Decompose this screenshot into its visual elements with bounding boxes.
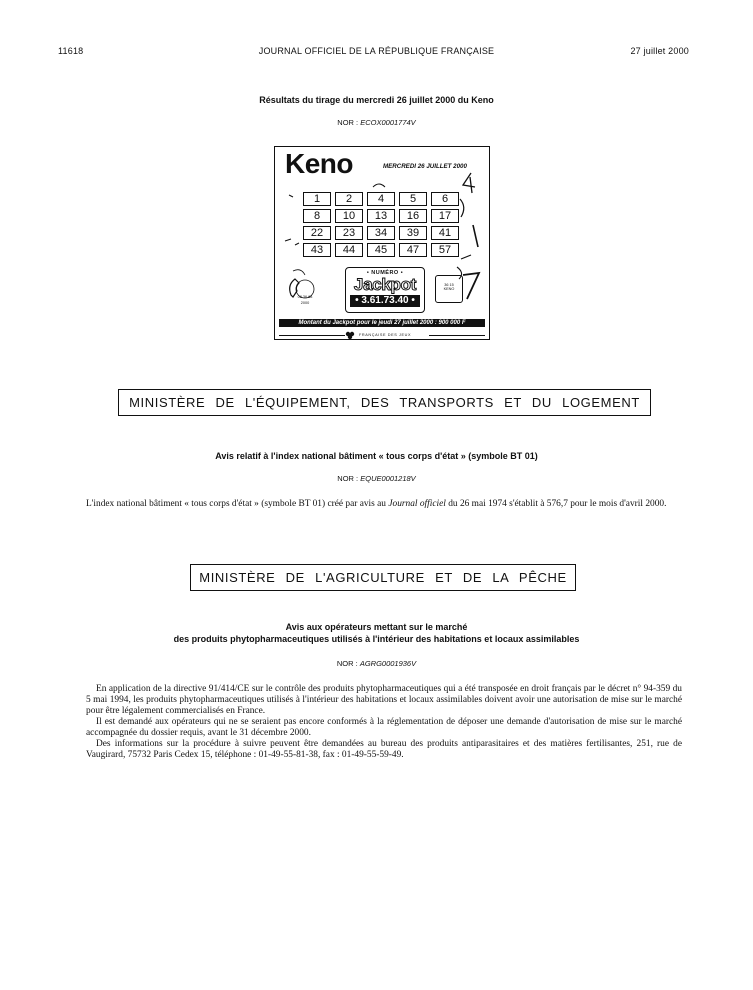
keno-number: 22 [303, 226, 331, 240]
phone-year-small: 2000 [300, 301, 310, 305]
notice-bt01-body [86, 499, 682, 510]
keno-logo: Keno [285, 148, 353, 179]
keno-title: Résultats du tirage du mercredi 26 juillet 2000 du Keno [259, 95, 494, 105]
journal-reference: Journal officiel [388, 499, 446, 509]
keno-number: 16 [399, 209, 427, 223]
notice-phyto-nor [0, 659, 753, 668]
notice-phyto-title-2: des produits phytopharmaceutiques utilisés à l'intérieur des habitations et locaux assimilables [173, 634, 580, 644]
keno-number: 4 [367, 192, 395, 206]
keno-number: 2 [335, 192, 363, 206]
keno-number: 1 [303, 192, 331, 206]
keno-number: 44 [335, 243, 363, 257]
notice-bt01-nor [0, 474, 753, 483]
nor-label: NOR : [336, 659, 358, 668]
jackpot-number-label: • NUMÉRO • [366, 270, 404, 276]
body-text: du 26 mai 1974 s'établit à 576,7 pour le mois d'avril 2000. [445, 499, 667, 509]
keno-ticket [274, 146, 490, 340]
keno-number: 34 [367, 226, 395, 240]
nor-label: NOR : [337, 118, 359, 127]
paragraph: Des informations sur la procédure à suivre peuvent être demandées au bureau des produits antiparasitaires et des matières fertilisantes, 251, rue de Vaugirard, 75732 Paris Cedex 15, téléphone : 01-49-55-81-38, fax : 01-49-55-59-49. [86, 739, 682, 760]
clover-logo-icon [345, 331, 355, 340]
ministry-agriculture-box: MINISTÈRE DE L'AGRICULTURE ET DE LA PÊCHE [190, 564, 576, 591]
keno-numbers-grid [303, 192, 459, 257]
issue-date: 27 juillet 2000 [630, 46, 689, 56]
minitel-number-small: 36 15 [444, 283, 454, 287]
keno-nor [0, 118, 753, 127]
notice-phyto-body [86, 684, 682, 761]
notice-phyto-title-1: Avis aux opérateurs mettant sur le marché [285, 622, 468, 632]
phone-info [285, 275, 317, 315]
paragraph: En application de la directive 91/414/CE sur le contrôle des produits phytopharmaceutiques qui a été transposée en droit français par le décret n° 94-359 du 5 mai 1994, les produits phytopharmaceutiques utilisés à l'intérieur des habitations et locaux assimilables doivent avoir une autorisation de mise sur le marché pour être légalement commercialisés en France. [86, 684, 682, 716]
minitel-icon [435, 275, 463, 303]
nor-label: NOR : [337, 474, 359, 483]
keno-number: 41 [431, 226, 459, 240]
keno-number: 10 [335, 209, 363, 223]
fdj-footer [279, 331, 485, 339]
notice-bt01-title: Avis relatif à l'index national bâtiment « tous corps d'état » (symbole BT 01) [215, 451, 538, 461]
keno-number: 8 [303, 209, 331, 223]
keno-number: 17 [431, 209, 459, 223]
phone-number-small: 08 36 68 [297, 295, 313, 299]
jackpot-box [345, 267, 425, 313]
keno-number: 6 [431, 192, 459, 206]
keno-date: MERCREDI 26 JUILLET 2000 [383, 163, 467, 170]
fdj-text: FRANÇAISE DES JEUX [359, 333, 412, 337]
keno-number: 5 [399, 192, 427, 206]
nor-code: EQUE0001218V [360, 474, 416, 483]
keno-number: 13 [367, 209, 395, 223]
keno-number: 47 [399, 243, 427, 257]
minitel-keno-small: KENO [443, 287, 455, 291]
paragraph: Il est demandé aux opérateurs qui ne se seraient pas encore conformés à la réglementation de déposer une demande d'autorisation de mise sur le marché accompagnée du dossier requis, avant le 31 décembre 2000. [86, 717, 682, 738]
journal-title: JOURNAL OFFICIEL DE LA RÉPUBLIQUE FRANÇAISE [258, 46, 495, 56]
body-text: L'index national bâtiment « tous corps d'état » (symbole BT 01) créé par avis au [86, 499, 389, 509]
jackpot-word: Jackpot [353, 275, 417, 294]
jackpot-banner: Montant du Jackpot pour le jeudi 27 juillet 2000 : 900 000 F [279, 319, 485, 327]
keno-number: 39 [399, 226, 427, 240]
keno-number: 45 [367, 243, 395, 257]
keno-number: 23 [335, 226, 363, 240]
jackpot-phone: • 3.61.73.40 • [350, 295, 420, 307]
nor-code: ECOX0001774V [360, 118, 416, 127]
page-number: 11618 [58, 46, 84, 56]
ministry-equipement-box: MINISTÈRE DE L'ÉQUIPEMENT, DES TRANSPORTS ET DU LOGEMENT [118, 389, 651, 416]
keno-number: 43 [303, 243, 331, 257]
nor-code: AGRG0001936V [359, 659, 417, 668]
keno-number: 57 [431, 243, 459, 257]
